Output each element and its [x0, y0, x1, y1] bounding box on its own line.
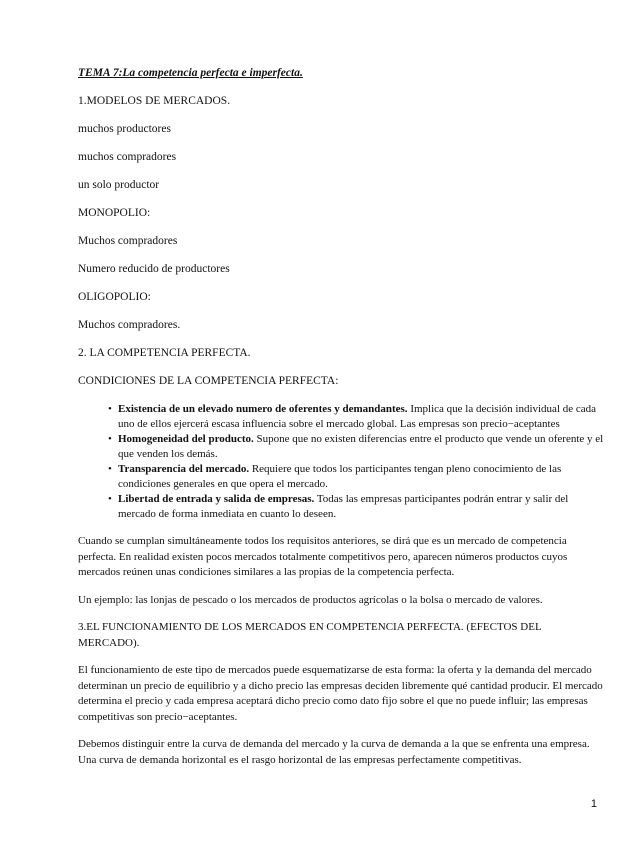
condition-term: Existencia de un elevado numero de oferentes y demandantes. — [118, 403, 408, 415]
monopolio-heading: MONOPOLIO: — [78, 207, 151, 219]
text-line: Muchos compradores. — [78, 319, 181, 331]
text-line: muchos compradores — [78, 151, 177, 163]
condition-item — [108, 462, 604, 492]
condition-description: Implica que la decisión individual de cada uno de ellos ejercerá escasa influencia sobre el mercado global. Las empresas son precio−aceptantes — [118, 403, 597, 430]
condition-item — [108, 402, 604, 432]
condition-description: Requiere que todos los participantes tengan pleno conocimiento de las condiciones generales en que opera el mercado. — [118, 463, 562, 490]
condition-description: Supone que no existen diferencias entre el producto que vende un oferente y el que venden los demás. — [118, 433, 604, 460]
conditions-list — [108, 402, 604, 522]
text-line: Numero reducido de productores — [78, 263, 230, 275]
document-title: TEMA 7:La competencia perfecta e imperfecta. — [78, 67, 303, 79]
text-line: muchos productores — [78, 123, 171, 135]
condition-term: Libertad de entrada y salida de empresas. — [118, 493, 315, 505]
condition-term: Transparencia del mercado. — [118, 463, 250, 475]
text-line: un solo productor — [78, 179, 160, 191]
condition-item — [108, 492, 604, 522]
paragraph: Debemos distinguir entre la curva de demanda del mercado y la curva de demanda a la que se enfrenta una empresa. Una curva de demanda horizontal es el rasgo horizontal de las empresas perfectamente competitivas. — [78, 738, 590, 766]
page-number: 1 — [590, 798, 597, 810]
section-heading-1: 1.MODELOS DE MERCADOS. — [78, 95, 231, 107]
section-heading-2: 2. LA COMPETENCIA PERFECTA. — [78, 347, 251, 359]
paragraph: El funcionamiento de este tipo de mercados puede esquematizarse de esta forma: la oferta y la demanda del mercado determinan un precio de equilibrio y a dicho precio las empresas deciden libremente qué cantidad producir. El mercado determina el precio y cada empresa aceptará dicho precio como dato fijo sobre el que no puede influir; las empresas competitivas son precio−aceptantes. — [78, 664, 603, 723]
text-line: Muchos compradores — [78, 235, 178, 247]
paragraph: Cuando se cumplan simultáneamente todos los requisitos anteriores, se dirá que es un mercado de competencia perfecta. En realidad existen pocos mercados totalmente competitivos pero, aparecen números productos cuyos mercados reúnen unas condiciones similares a las propias de la competencia perfecta. — [78, 535, 568, 578]
oligopolio-heading: OLIGOPOLIO: — [78, 291, 151, 303]
section-heading-3: 3.EL FUNCIONAMIENTO DE LOS MERCADOS EN COMPETENCIA PERFECTA. (EFECTOS DEL MERCADO). — [78, 621, 542, 649]
conditions-heading: CONDICIONES DE LA COMPETENCIA PERFECTA: — [78, 375, 339, 387]
paragraph: Un ejemplo: las lonjas de pescado o los mercados de productos agrícolas o la bolsa o mercado de valores. — [78, 593, 543, 606]
condition-item — [108, 432, 604, 462]
condition-description: Todas las empresas participantes podrán entrar y salir del mercado de forma inmediata en cuanto lo deseen. — [118, 493, 569, 520]
condition-term: Homogeneidad del producto. — [118, 433, 254, 445]
page-content — [78, 58, 604, 780]
